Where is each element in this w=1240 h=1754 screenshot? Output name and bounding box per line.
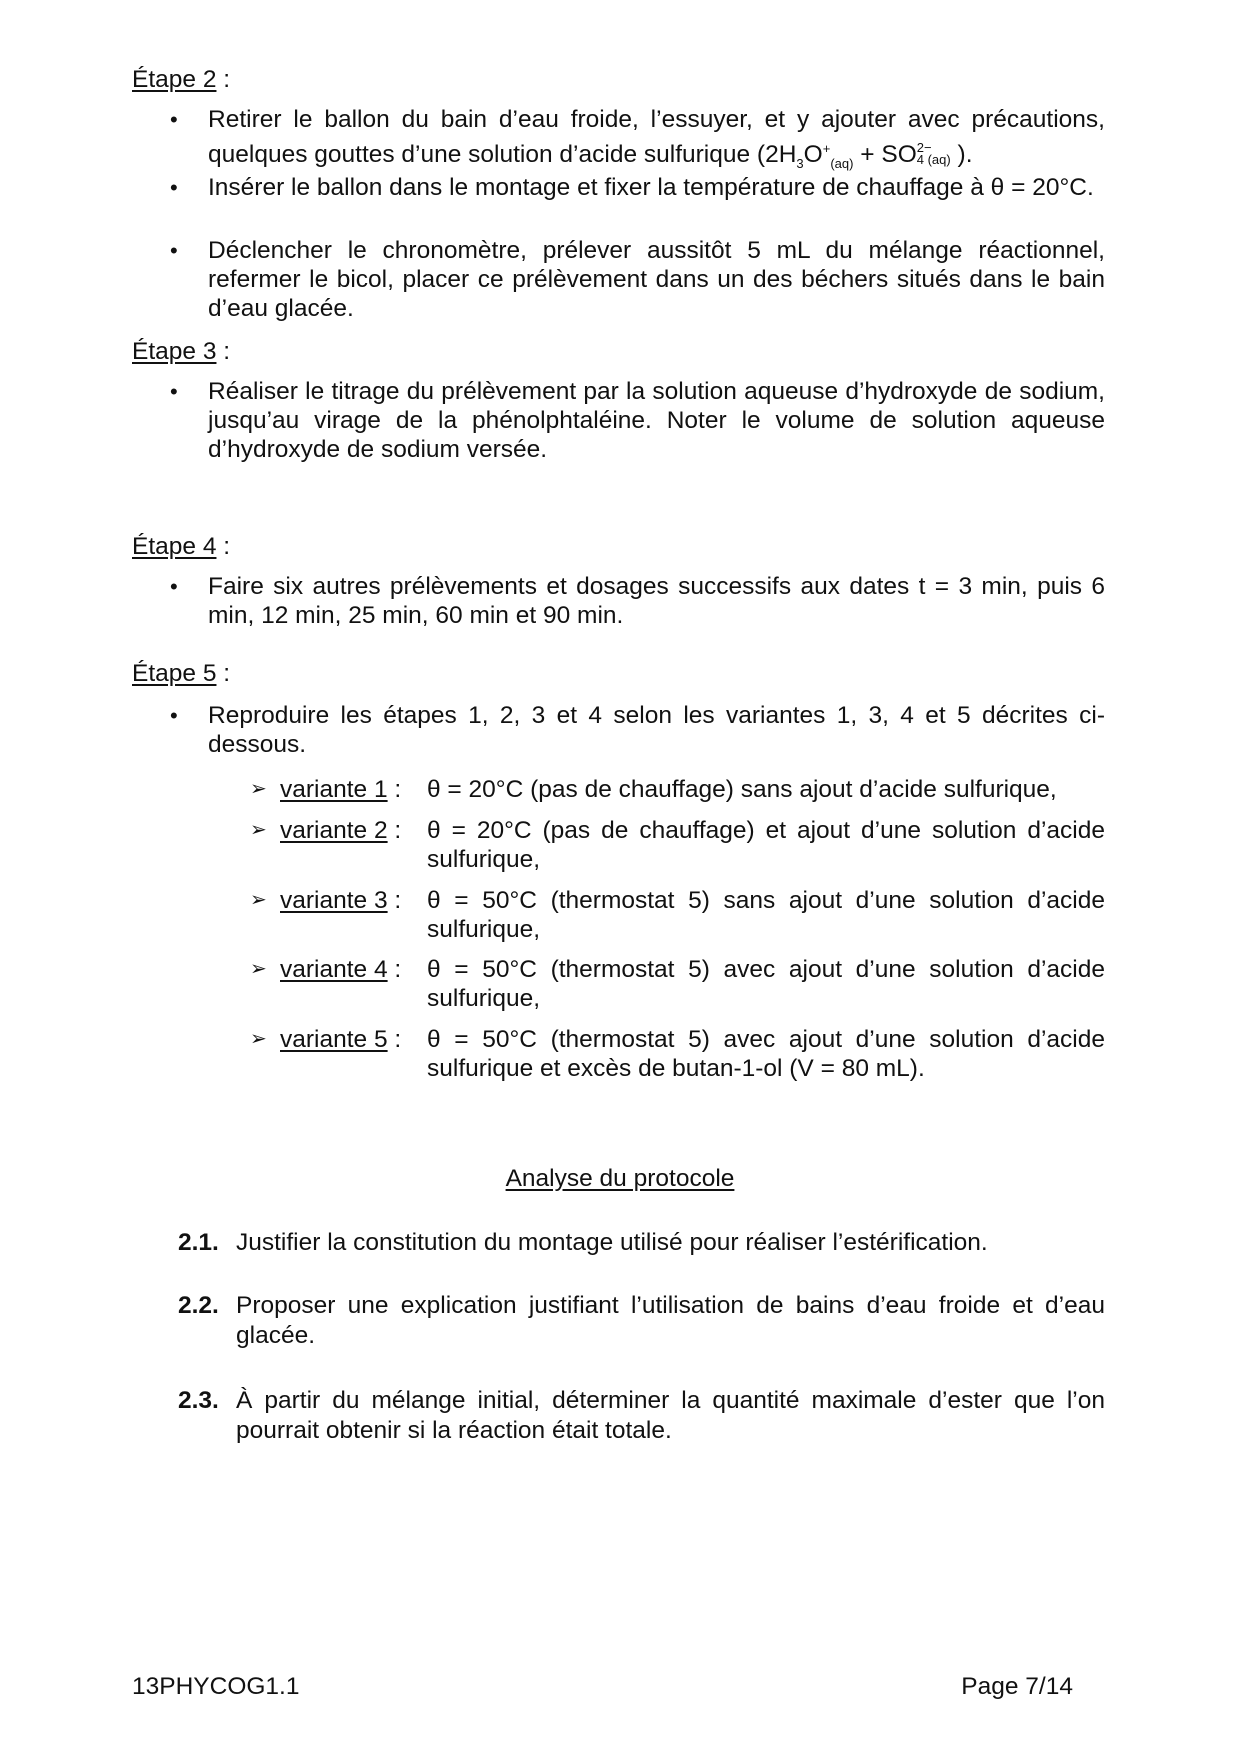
variant-label: variante 5 :	[280, 1026, 402, 1053]
bullet-text: Déclencher le chronomètre, prélever aussitôt 5 mL du mélange réactionnel, refermer le bicol, placer ce prélèvement dans un des béchers situés dans le bain d’eau glacée.	[208, 237, 1105, 322]
bullet-icon: •	[170, 238, 178, 263]
variant-description: θ = 50°C (thermostat 5) avec ajout d’une solution d’acide sulfurique et excès de butan-1-ol (V = 80 mL).	[427, 1026, 1105, 1082]
question-number: 2.3.	[178, 1387, 219, 1414]
question-2-2	[178, 1291, 1105, 1355]
step-2-title: Étape 2 :	[132, 66, 231, 93]
question-number: 2.1.	[178, 1229, 219, 1256]
arrow-bullet-icon: ➢	[250, 958, 267, 980]
question-2-3	[178, 1386, 1105, 1450]
variant-label: variante 3 :	[280, 887, 402, 914]
step-3-bullet-1	[170, 377, 1105, 467]
question-text: À partir du mélange initial, déterminer la quantité maximale d’ester que l’on pourrait obtenir si la réaction était totale.	[236, 1387, 1105, 1444]
step-5-title: Étape 5 :	[132, 660, 231, 687]
variant-description: θ = 20°C (pas de chauffage) et ajout d’une solution d’acide sulfurique,	[427, 817, 1105, 873]
bullet-text: Retirer le ballon du bain d’eau froide, l’essuyer, et y ajouter avec précautions, quelques gouttes d’une solution d’acide sulfurique ($2H_3O^+_{(aq)}$ + SO 2− 4 (aq) ).	[208, 106, 1105, 172]
bullet-text: Reproduire les étapes 1, 2, 3 et 4 selon les variantes 1, 3, 4 et 5 décrites ci-dessous.	[208, 702, 1105, 758]
variant-description: θ = 20°C (pas de chauffage) sans ajout d’acide sulfurique,	[427, 776, 1057, 803]
bullet-icon: •	[170, 107, 178, 132]
step-2-bullet-2	[170, 173, 1105, 233]
bullet-icon: •	[170, 175, 178, 200]
variant-description: θ = 50°C (thermostat 5) avec ajout d’une solution d’acide sulfurique,	[427, 956, 1105, 1012]
arrow-bullet-icon: ➢	[250, 889, 267, 911]
arrow-bullet-icon: ➢	[250, 819, 267, 841]
arrow-bullet-icon: ➢	[250, 1028, 267, 1050]
question-text: Justifier la constitution du montage utilisé pour réaliser l’estérification.	[236, 1229, 988, 1256]
step-2-bullet-1	[170, 105, 1105, 172]
question-number: 2.2.	[178, 1292, 219, 1319]
bullet-text: Réaliser le titrage du prélèvement par la solution aqueuse d’hydroxyde de sodium, jusqu’au virage de la phénolphtaléine. Noter le volume de solution aqueuse d’hydroxyde de sodium versée.	[208, 378, 1105, 463]
sulfuric-acid-formula: ($2H_3O^+_{(aq)}$ + SO 2− 4 (aq) ).	[756, 139, 973, 172]
step-2-bullet-3	[170, 236, 1105, 326]
bullet-text: Faire six autres prélèvements et dosages successifs aux dates t = 3 min, puis 6 min, 12 min, 25 min, 60 min et 90 min.	[208, 573, 1105, 629]
variant-label: variante 2 :	[280, 817, 402, 844]
step-4-title: Étape 4 :	[132, 533, 231, 560]
variant-description: θ = 50°C (thermostat 5) sans ajout d’une solution d’acide sulfurique,	[427, 887, 1105, 943]
step-4-bullet-1	[170, 572, 1105, 632]
step-3-title: Étape 3 :	[132, 338, 231, 365]
variant-label: variante 1 :	[280, 776, 402, 803]
bullet-icon: •	[170, 703, 178, 728]
question-2-1	[178, 1228, 1105, 1262]
bullet-icon: •	[170, 379, 178, 404]
bullet-text: Insérer le ballon dans le montage et fixer la température de chauffage à θ = 20°C.	[208, 174, 1094, 201]
analysis-title: Analyse du protocole	[505, 1165, 735, 1192]
footer-document-code: 13PHYCOG1.1	[132, 1673, 300, 1700]
step-5-bullet-1	[170, 701, 1105, 761]
variant-label: variante 4 :	[280, 956, 402, 983]
bullet-icon: •	[170, 574, 178, 599]
arrow-bullet-icon: ➢	[250, 778, 267, 800]
question-text: Proposer une explication justifiant l’utilisation de bains d’eau froide et d’eau glacée.	[236, 1292, 1105, 1349]
footer-page-number: Page 7/14	[961, 1673, 1073, 1700]
